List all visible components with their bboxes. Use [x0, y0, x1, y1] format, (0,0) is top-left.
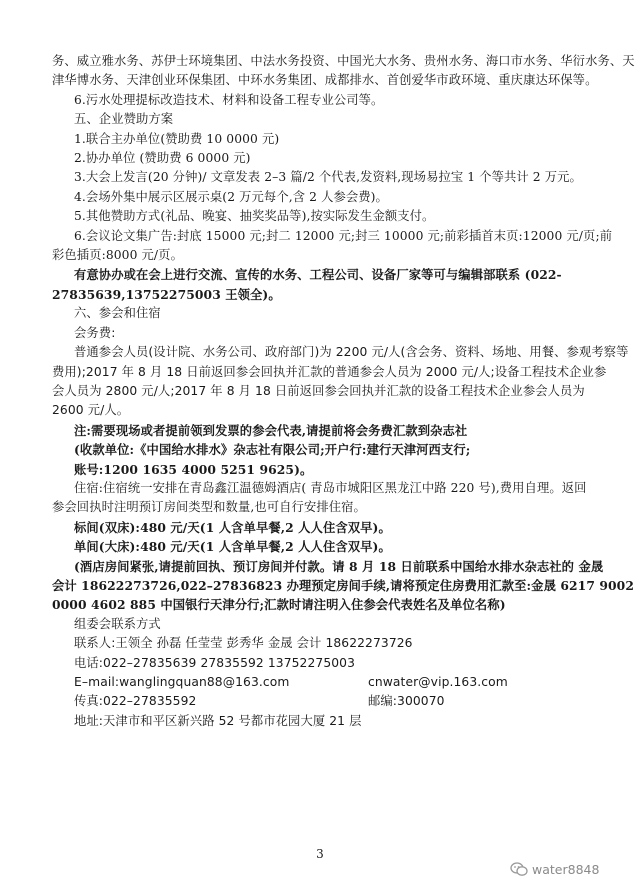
sponsorship-item-5: 5.其他赞助方式(礼品、晚宴、抽奖奖品等),按实际发生金额支付。 — [74, 209, 435, 224]
organizer-address: 地址:天津市和平区新兴路 52 号都市花园大厦 21 层 — [74, 713, 362, 728]
lodging-king-room: 单间(大床):480 元/天(1 人含单早餐,2 人人住含双早)。 — [74, 539, 391, 555]
organizer-phone: 电话:022–27835639 27835592 13752275003 — [74, 655, 356, 670]
organizer-fax-row — [52, 692, 604, 711]
sponsorship-item-1: 1.联合主办单位(赞助费 10 0000 元) — [74, 131, 280, 146]
lodging-line-1: 住宿:住宿统一安排在青岛鑫江温德姆酒店( 青岛市城阳区黑龙江中路 220 号),费用自理。返回 — [74, 480, 587, 495]
email-link-secondary[interactable]: cnwater@vip.163.com — [368, 675, 508, 689]
meeting-heading: 六、参会和住宿 — [74, 306, 161, 321]
meeting-invoice-note: 注:需要现场或者提前领到发票的参会代表,请提前将会务费汇款到杂志社 — [74, 422, 468, 438]
meeting-account: 账号:1200 1635 4000 5251 9625)。 — [74, 461, 313, 477]
sponsorship-item-2: 2.协办单位 (赞助费 6 0000 元) — [74, 151, 251, 166]
organizer-heading: 组委会联系方式 — [74, 616, 161, 631]
lodging-note-line-1: (酒店房间紧张,请提前回执、预订房间并付款。请 8 月 18 日前联系中国给水排水杂志社的 金晟 — [74, 558, 604, 574]
watermark-text: water8848 — [532, 862, 600, 877]
meeting-fee-line-4: 2600 元/人。 — [52, 403, 130, 418]
email-link-primary[interactable]: wanglingquan88@163.com — [119, 675, 290, 689]
partners-line-1: 务、威立雅水务、苏伊士环境集团、中法水务投资、中国光大水务、贵州水务、海口市水务、华衍水务、天 — [52, 54, 635, 68]
sponsorship-item-3: 3.大会上发言(20 分钟)/ 文章发表 2–3 篇/2 个代表,发资料,现场易拉宝 1 个等共计 2 万元。 — [74, 170, 582, 185]
partners-item-6: 6.污水处理提标改造技术、材料和设备工程专业公司等。 — [74, 92, 384, 107]
wechat-watermark — [510, 862, 599, 877]
lodging-note-line-2: 会计 18622273726,022–27836823 办理预定房间手续,请将预定住房费用汇款至:金晟 6217 9002 — [52, 577, 634, 593]
sponsorship-item-6-line-1: 6.会议论文集广告:封底 15000 元;封二 12000 元;封三 10000 元;前彩插首末页:12000 元/页;前 — [74, 228, 613, 243]
sponsorship-item-6-line-2: 彩色插页:8000 元/页。 — [52, 248, 183, 263]
sponsorship-item-4: 4.会场外集中展示区展示桌(2 万元每个,含 2 人参会费)。 — [74, 189, 388, 204]
sponsorship-heading: 五、企业赞助方案 — [74, 112, 174, 127]
organizer-postcode: 邮编:300070 — [368, 694, 445, 709]
meeting-fee-line-3: 会人员为 2800 元/人;2017 年 8 月 18 日前返回参会回执并汇款的设备工程技术企业参会人员为 — [52, 383, 585, 398]
document-body — [52, 52, 635, 731]
sponsorship-contact-line-2: 27835639,13752275003 王领全)。 — [52, 286, 281, 302]
wechat-icon — [510, 862, 528, 877]
sponsorship-contact-line-1: 有意协办或在会上进行交流、宣传的水务、工程公司、设备厂家等可与编辑部联系 (022- — [74, 267, 562, 283]
organizer-fax: 传真:022–27835592 — [74, 694, 197, 709]
organizer-email-row — [52, 673, 604, 692]
lodging-note-line-3: 0000 4602 885 中国银行天津分行;汇款时请注明入住参会代表姓名及单位名称) — [52, 597, 506, 613]
email-label: E–mail: — [74, 675, 120, 689]
lodging-line-2: 参会回执时注明预订房间类型和数量,也可自行安排住宿。 — [52, 500, 366, 515]
meeting-fee-line-1: 普通参会人员(设计院、水务公司、政府部门)为 2200 元/人(含会务、资料、场地、用餐、参观考察等 — [74, 345, 629, 360]
partners-line-2: 津华博水务、天津创业环保集团、中环水务集团、成都排水、首创爱华市政环境、重庆康达环保等。 — [52, 73, 598, 88]
meeting-payee: (收款单位:《中国给水排水》杂志社有限公司;开户行:建行天津河西支行; — [74, 442, 471, 458]
page-number: 3 — [316, 847, 324, 861]
meeting-fee-label: 会务费: — [74, 325, 116, 340]
organizer-people: 联系人:王领全 孙磊 任莹莹 彭秀华 金晟 会计 18622273726 — [74, 636, 413, 651]
lodging-standard-room: 标间(双床):480 元/天(1 人含单早餐,2 人人住含双早)。 — [74, 519, 391, 535]
meeting-fee-line-2: 费用);2017 年 8 月 18 日前返回参会回执并汇款的普通参会人员为 2000 元/人;设备工程技术企业参 — [52, 364, 607, 379]
